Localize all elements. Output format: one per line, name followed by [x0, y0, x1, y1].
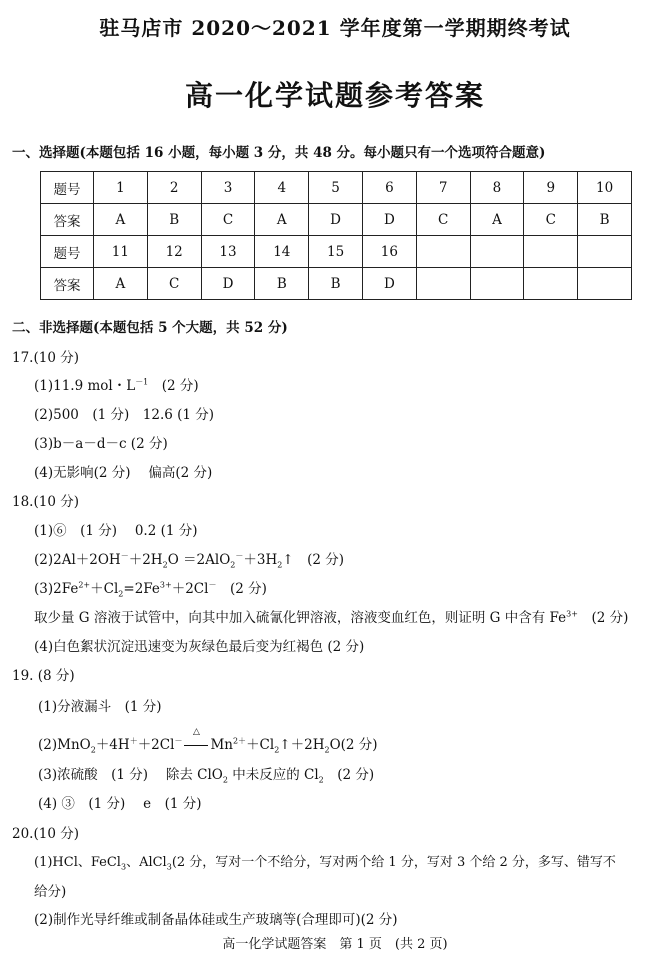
table-cell: D: [309, 204, 363, 236]
table-cell: [578, 236, 632, 268]
table-cell: 14: [255, 236, 309, 268]
table-cell: B: [578, 204, 632, 236]
section2-heading: 二、非选择题(本题包括 5 个大题，共 52 分): [12, 320, 288, 336]
q20-answer-1: (1)HCl、FeCl$_3$、AlCl$_3$(2 分，写对一个不给分，写对两个给 1 分，写对 3 个给 2 分，多写、错写不: [34, 855, 616, 872]
table-cell: 2: [147, 172, 201, 204]
q20-answer-2: (2)制作光导纤维或制备晶体硅或生产玻璃等(合理即可)(2 分): [34, 912, 398, 928]
section1-heading: 一、选择题(本题包括 16 小题，每小题 3 分，共 48 分。每小题只有一个选项符合题意): [12, 145, 546, 161]
q17-answer-4: (4)无影响(2 分) 偏高(2 分): [34, 465, 213, 481]
table-row: [41, 236, 632, 268]
q18-answer-4: (4)白色絮状沉淀迅速变为灰绿色最后变为红褐色 (2 分): [34, 639, 365, 655]
table-cell: 4: [255, 172, 309, 204]
table-cell: 9: [524, 172, 578, 204]
table-cell: 16: [362, 236, 416, 268]
table-cell: C: [524, 204, 578, 236]
q19-answer-2-equation: (2)MnO$_2$＋4H＋＋2Cl－ △ $Mn^{2+}+Cl_2↑+2H_2O(2$ 分): [38, 727, 378, 755]
table-cell: 13: [201, 236, 255, 268]
table-cell: A: [94, 204, 148, 236]
table-cell: 10: [578, 172, 632, 204]
table-cell: 15: [309, 236, 363, 268]
table-cell: 5: [309, 172, 363, 204]
q19-answer-4: (4) ③ (1 分) e (1 分): [38, 796, 202, 812]
q17-answer-3: (3)b－a－d－c (2 分): [34, 436, 168, 452]
q19-answer-1: (1)分液漏斗 (1 分): [38, 699, 162, 715]
table-cell: A: [94, 268, 148, 300]
table-cell: A: [255, 204, 309, 236]
table-cell: B: [255, 268, 309, 300]
table-cell: [416, 268, 470, 300]
table-cell: 8: [470, 172, 524, 204]
answer-title: 高一化学试题参考答案: [184, 79, 485, 112]
q20-title: 20.(10 分): [12, 826, 79, 842]
table-row: [41, 268, 632, 300]
table-cell: 1: [94, 172, 148, 204]
table-row: [41, 172, 632, 204]
table-cell: 7: [416, 172, 470, 204]
row-label: 题号: [41, 236, 94, 268]
q20-answer-1-continued: 给分): [34, 884, 67, 900]
q19-answer-3: (3)浓硫酸 (1 分) 除去 ClO$_2$ 中未反应的 $Cl_2$ (2 分): [38, 767, 375, 785]
q18-answer-3-explanation: 取少量 G 溶液于试管中，向其中加入硫氰化钾溶液，溶液变血红色，则证明 G 中含有 $Fe^{3+}$ (2 分): [34, 609, 629, 626]
table-cell: C: [147, 268, 201, 300]
exam-title: 驻马店市 2020～2021 学年度第一学期期终考试: [99, 16, 571, 40]
table-cell: 12: [147, 236, 201, 268]
q18-answer-2-equation: $(2)2Al+2OH^-+2H_2O$ $=2AlO_2^-+3H_2↑$ (2 分): [34, 551, 345, 570]
table-cell: D: [201, 268, 255, 300]
q17-title: 17.(10 分): [12, 350, 79, 366]
table-cell: [470, 268, 524, 300]
table-cell: C: [416, 204, 470, 236]
table-cell: [578, 268, 632, 300]
table-row: [41, 204, 632, 236]
table-cell: [524, 268, 578, 300]
q18-answer-3-equation: $(3)2Fe^{2+}+Cl_2=2Fe^{3+}+2Cl^-$ (2 分): [34, 580, 267, 599]
q18-answer-1: (1)⑥ (1 分) 0.2 (1 分): [34, 523, 198, 539]
q19-title: 19. (8 分): [12, 668, 75, 684]
row-label: 题号: [41, 172, 94, 204]
table-cell: B: [147, 204, 201, 236]
heating-condition-arrow: △: [182, 737, 210, 753]
q18-title: 18.(10 分): [12, 494, 79, 510]
q17-answer-1: (1)11.9 mol・$L^{-1}$ (2 分): [34, 377, 199, 394]
row-label: 答案: [41, 268, 94, 300]
q17-answer-2: (2)500 (1 分) 12.6 (1 分): [34, 407, 215, 423]
table-cell: 11: [94, 236, 148, 268]
table-cell: A: [470, 204, 524, 236]
table-cell: D: [362, 204, 416, 236]
table-cell: B: [309, 268, 363, 300]
row-label: 答案: [41, 204, 94, 236]
table-cell: [416, 236, 470, 268]
table-cell: 3: [201, 172, 255, 204]
table-cell: 6: [362, 172, 416, 204]
table-cell: C: [201, 204, 255, 236]
table-cell: D: [362, 268, 416, 300]
page-footer: 高一化学试题答案 第 1 页 (共 2 页): [222, 937, 448, 952]
table-cell: [470, 236, 524, 268]
table-cell: [524, 236, 578, 268]
answer-table: [40, 171, 632, 300]
